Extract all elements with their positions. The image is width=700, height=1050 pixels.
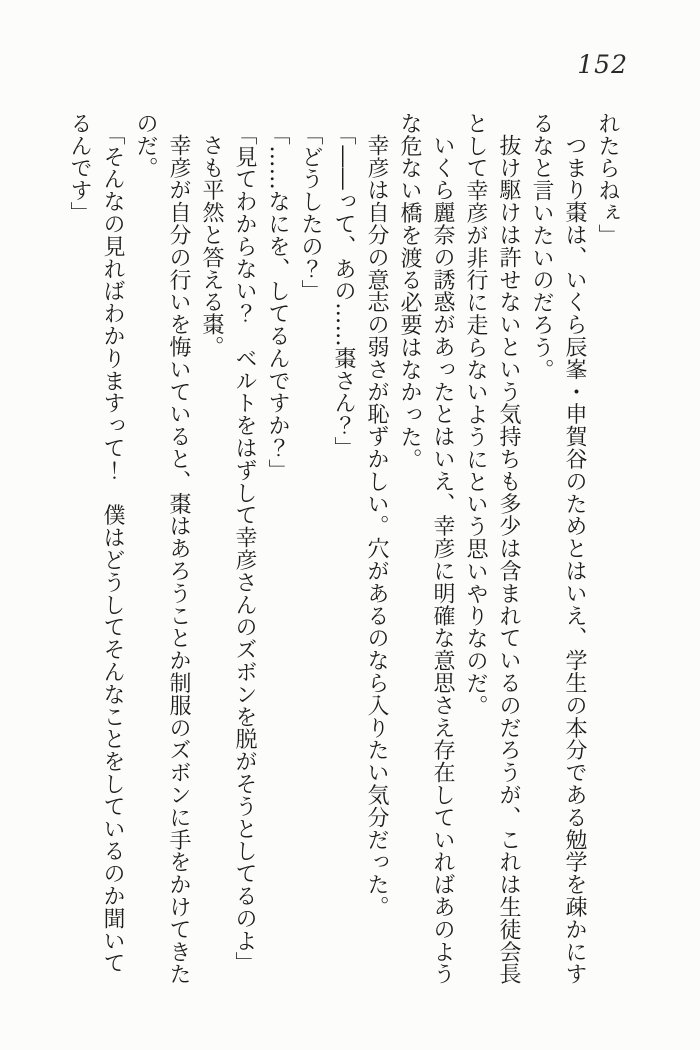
paragraph-narration: つまり棗は、いくら辰峯・申賀谷のためとはいえ、学生の本分である勉学を疎かにするなと言いたいのだろう。 <box>529 112 587 986</box>
paragraph-continuation: れたらねぇ」 <box>595 112 620 247</box>
paragraph-narration: いくら麗奈の誘惑があったとはいえ、幸彦に明確な意思さえ存在していればあのような危ない橋を渡る必要はなかった。 <box>397 112 455 986</box>
page-text <box>63 112 624 988</box>
paragraph-narration: さも平然と答える棗。 <box>199 134 224 358</box>
page-number: 152 <box>577 50 628 79</box>
paragraph-narration: 幸彦は自分の意志の弱さが恥ずかしい。穴があるのなら入りたい気分だった。 <box>364 134 389 918</box>
paragraph-dialogue: 「見てわからない？ ベルトをはずして幸彦さんのズボンを脱がそうとしてるのよ」 <box>232 123 257 975</box>
paragraph-dialogue: 「……なにを、してるんですか？」 <box>265 123 290 482</box>
paragraph-narration: 抜け駆けは許せないという気持ちも多少は含まれているのだろうが、これは生徒会長として幸彦が非行に走らないようにという思いやりなのだ。 <box>463 112 521 986</box>
paragraph-narration: 幸彦が自分の行いを悔いていると、棗はあろうことか制服のズボンに手をかけてきたのだ。 <box>133 112 191 986</box>
paragraph-dialogue: 「――って、あの……棗さん？」 <box>331 123 356 459</box>
paragraph-dialogue: 「そんなの見ればわかりますって！ 僕はどうしてそんなことをしているのか聞いてるんです」 <box>67 112 125 975</box>
paragraph-dialogue: 「どうしたの？」 <box>298 123 323 303</box>
